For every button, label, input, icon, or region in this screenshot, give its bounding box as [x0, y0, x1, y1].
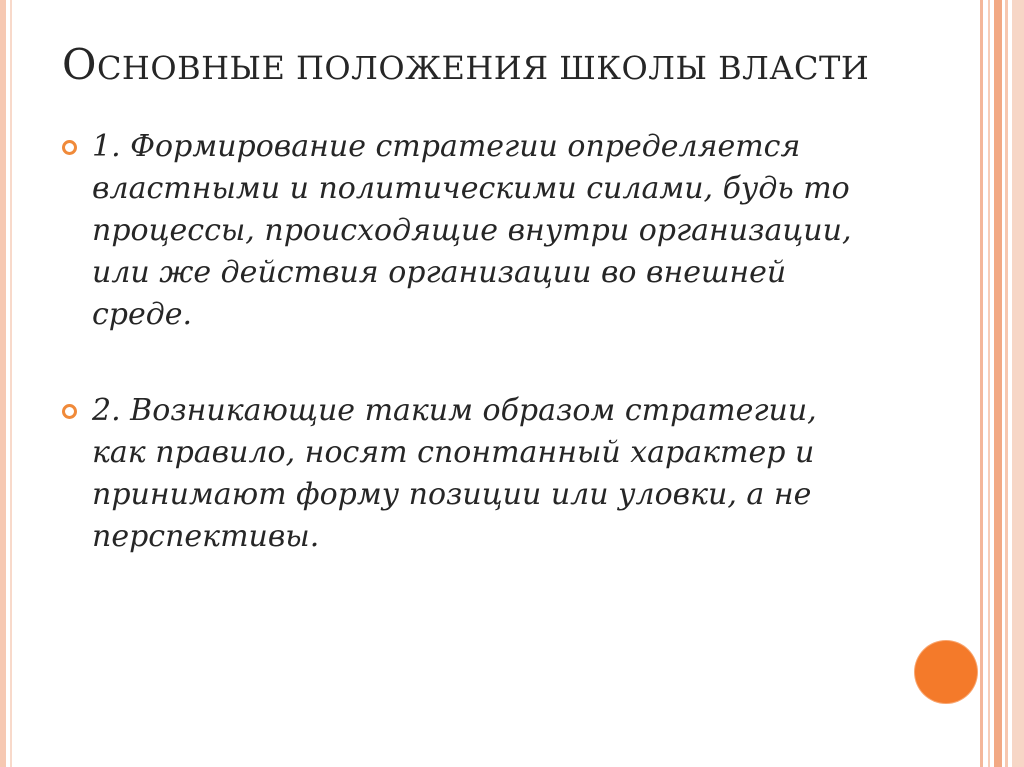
- slide-title-initial: О: [62, 40, 97, 89]
- right-border-stripe: [988, 0, 990, 767]
- right-border-stripe: [1005, 0, 1008, 767]
- slide-title-rest: СНОВНЫЕ ПОЛОЖЕНИЯ ШКОЛЫ ВЛАСТИ: [96, 49, 870, 87]
- decorative-orange-circle: [915, 641, 977, 703]
- bullet-item-text: 2. Возникающие таким образом стратегии, как правило, носят спонтанный характер и принимают форму позиции или уловки, а не перспективы.: [92, 393, 817, 554]
- left-border-line: [10, 0, 12, 767]
- bullet-ring-icon: [62, 140, 77, 155]
- bullet-item: [62, 390, 872, 558]
- right-border-stripe: [980, 0, 983, 767]
- right-border-stripe: [1012, 0, 1024, 767]
- bullet-item: [62, 126, 872, 336]
- bullet-ring-icon: [62, 404, 77, 419]
- left-border-stripe: [0, 0, 6, 767]
- bullet-item-text: 1. Формирование стратегии определяется властными и политическими силами, будь то процессы, происходящие внутри организации, или же действия организации во внешней среде.: [92, 129, 852, 332]
- slide-title: [62, 40, 869, 89]
- right-border-stripe: [994, 0, 1002, 767]
